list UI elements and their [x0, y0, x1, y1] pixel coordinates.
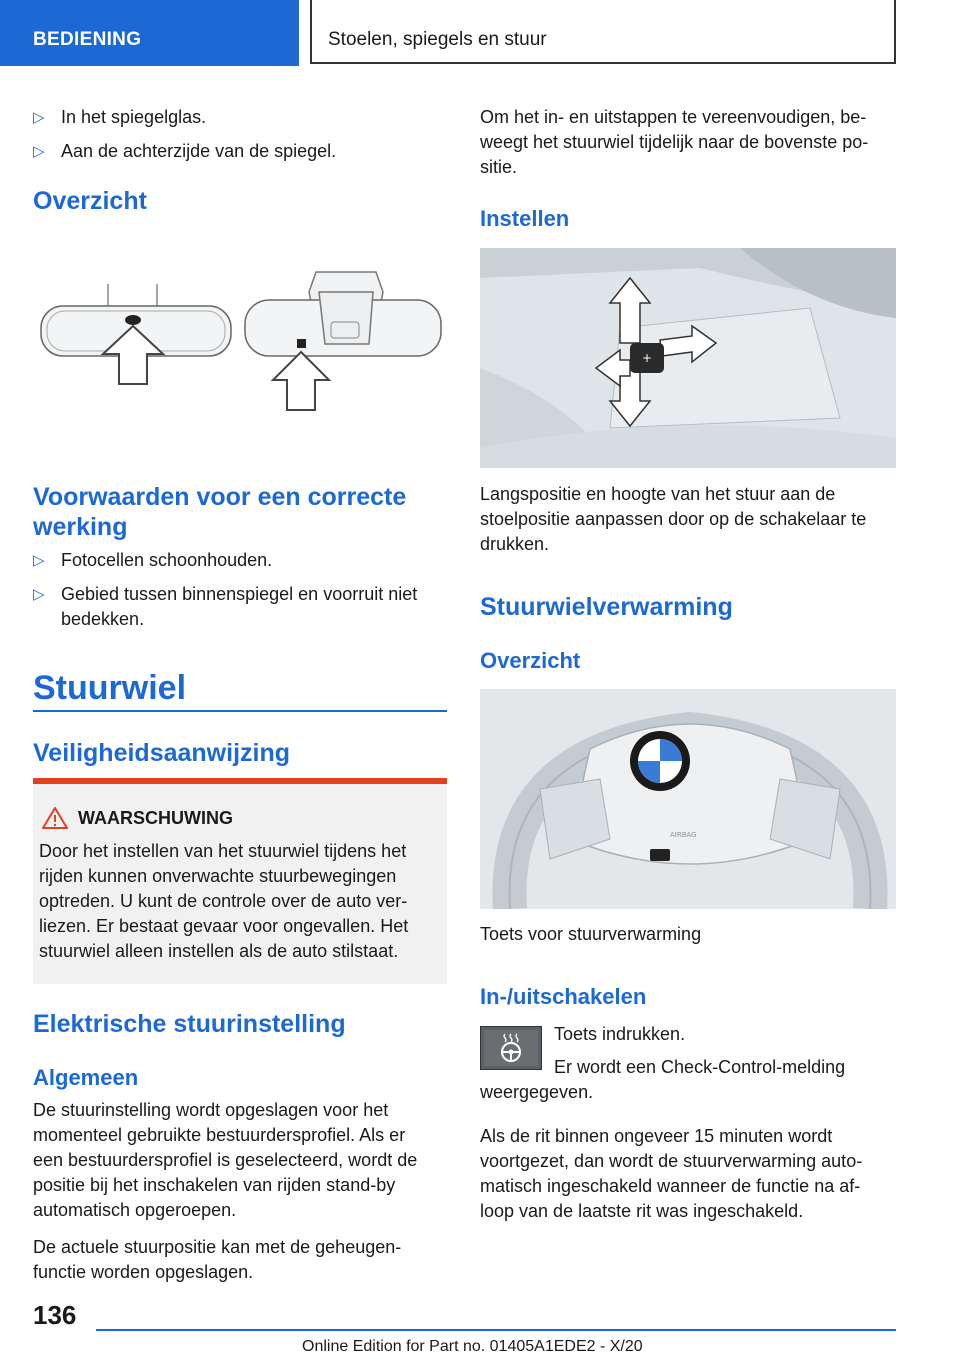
heading-line: werking [33, 513, 128, 541]
page-header [0, 0, 960, 66]
text-line: loop van de laatste rit was ingeschakeld. [480, 1201, 804, 1221]
text-line: matisch ingeschakeld wanneer de functie na af- [480, 1176, 861, 1196]
warning-line: optreden. U kunt de controle over de auto ver- [39, 891, 408, 911]
warning-line: liezen. Er bestaat gevaar voor ongevallen. Het [39, 916, 409, 936]
bullet-triangle-icon: ▷ [33, 143, 45, 160]
footer-divider [96, 1329, 896, 1331]
text-line: sitie. [480, 157, 518, 177]
rit-paragraph [480, 1124, 900, 1224]
list-item [33, 139, 336, 164]
mirror-illustration [33, 262, 447, 422]
heading-stuurwielverwarming: Stuurwielverwarming [480, 593, 733, 621]
heading-overzicht-verwarming: Overzicht [480, 648, 581, 673]
text-line: weegt het stuurwiel tijdelijk naar de bovenste po- [480, 132, 869, 152]
text-line: voortgezet, dan wordt de stuurverwarming auto- [480, 1151, 863, 1171]
chapter-title: Stoelen, spiegels en stuur [310, 0, 896, 64]
warning-line: stuurwiel alleen instellen als de auto stilstaat. [39, 941, 399, 961]
svg-text:+: + [641, 351, 653, 365]
heading-stuurwiel: Stuurwiel [33, 669, 187, 707]
bullet-triangle-icon: ▷ [33, 109, 45, 126]
text-line: drukken. [480, 534, 550, 554]
text-line: De stuurinstelling wordt opgeslagen voor het [33, 1100, 389, 1120]
bullet-triangle-icon: ▷ [33, 552, 45, 569]
wheel-caption: Toets voor stuurverwarming [480, 924, 702, 944]
check-line: Er wordt een Check-Control-melding [554, 1057, 846, 1077]
text-line: functie worden opgeslagen. [33, 1262, 254, 1282]
list-item [33, 548, 272, 573]
toets-text: Toets indrukken. [554, 1024, 686, 1044]
text-line: stoelpositie aanpassen door op de schakelaar te [480, 509, 867, 529]
heading-instellen: Instellen [480, 206, 570, 231]
heading-overzicht: Overzicht [33, 187, 147, 215]
text-line: positie bij het inschakelen van rijden stand-by [33, 1175, 396, 1195]
section-tab: BEDIENING [0, 0, 299, 66]
list-item [33, 582, 417, 632]
list-item-text: Fotocellen schoonhouden. [61, 550, 273, 570]
steering-wheel-image [480, 689, 896, 909]
heading-voorwaarden [33, 482, 406, 542]
heated-steering-wheel-icon [480, 1026, 542, 1070]
text-line: momenteel gebruikte bestuurdersprofiel. Als er [33, 1125, 406, 1145]
text-line: Langspositie en hoogte van het stuur aan de [480, 484, 836, 504]
heading-veiligheid: Veiligheidsaanwijzing [33, 739, 291, 767]
list-item-text: In het spiegelglas. [61, 107, 207, 127]
heading-elektrisch: Elektrische stuurinstelling [33, 1010, 346, 1038]
list-item [33, 105, 206, 130]
actuele-paragraph [33, 1235, 453, 1285]
algemeen-paragraph [33, 1098, 453, 1223]
warning-line: Door het instellen van het stuurwiel tijdens het [39, 841, 407, 861]
edition-text: Online Edition for Part no. 01405A1EDE2 - X/20 [302, 1338, 643, 1355]
warning-bar [33, 778, 447, 784]
airbag-label: AIRBAG [670, 831, 697, 839]
text-line: Als de rit binnen ongeveer 15 minuten wordt [480, 1126, 833, 1146]
instellen-caption [480, 482, 900, 557]
text-line: De actuele stuurpositie kan met de geheugen- [33, 1237, 402, 1257]
text-line: Om het in- en uitstappen te vereenvoudigen, be- [480, 107, 867, 127]
intro-paragraph [480, 105, 900, 180]
list-item-text: Aan de achterzijde van de spiegel. [61, 141, 337, 161]
text-line: een bestuurdersprofiel is geselecteerd, wordt de [33, 1150, 418, 1170]
heading-line: Voorwaarden voor een correcte [33, 483, 407, 511]
text-line: automatisch opgeroepen. [33, 1200, 237, 1220]
steering-adjust-image [480, 248, 896, 468]
heading-inuitschakelen: In-/uitschakelen [480, 984, 647, 1009]
page-number: 136 [33, 1300, 77, 1330]
check-line: weergegeven. [480, 1082, 594, 1102]
list-item-text: Gebied tussen binnenspiegel en voorruit niet [61, 584, 418, 604]
warning-line: rijden kunnen onverwachte stuurbewegingen [39, 866, 397, 886]
warning-triangle-icon [41, 806, 69, 835]
warning-title: WAARSCHUWING [78, 808, 233, 828]
warning-box [33, 778, 447, 984]
heading-algemeen: Algemeen [33, 1065, 139, 1090]
divider [33, 710, 447, 712]
bullet-triangle-icon: ▷ [33, 586, 45, 603]
warning-text [39, 839, 445, 964]
list-item-text: bedekken. [61, 609, 145, 629]
